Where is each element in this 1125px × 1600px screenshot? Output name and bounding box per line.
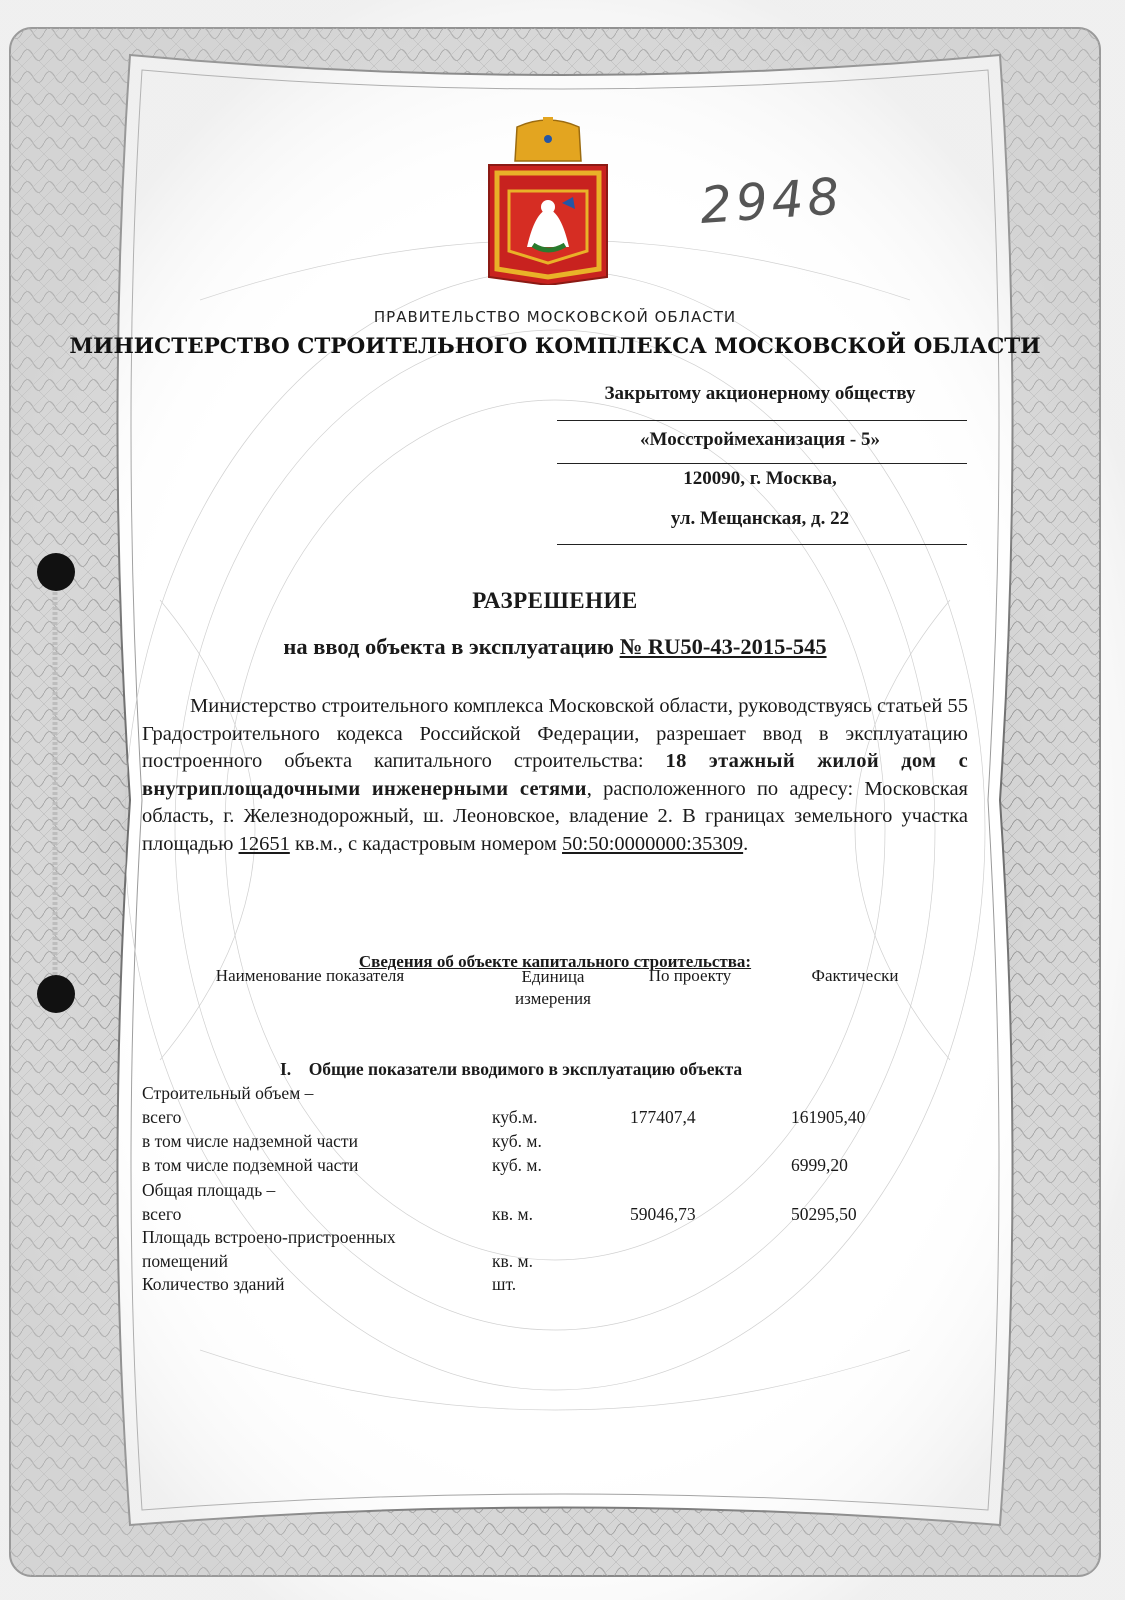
section-1-number: I. [280, 1059, 292, 1079]
section-1-title: Общие показатели вводимого в эксплуатацию объекта [308, 1059, 743, 1079]
row-name: помещений [142, 1251, 228, 1271]
table-row [142, 1131, 942, 1155]
row-name: Площадь встроено-пристроенных [142, 1227, 396, 1247]
binding-hole-top [37, 553, 75, 591]
handwritten-number: 2948 [698, 167, 846, 235]
row-unit: куб. м. [492, 1155, 542, 1175]
ministry-header: МИНИСТЕРСТВО СТРОИТЕЛЬНОГО КОМПЛЕКСА МОСКОВСКОЙ ОБЛАСТИ [69, 334, 1041, 359]
row-project: 177407,4 [630, 1107, 696, 1127]
row-name: Общая площадь – [142, 1180, 276, 1200]
table-row [142, 1251, 942, 1275]
row-name: Количество зданий [142, 1274, 285, 1294]
table-row [142, 1204, 942, 1228]
body-text-part4: . [743, 832, 749, 855]
permit-body [142, 693, 968, 858]
government-header: ПРАВИТЕЛЬСТВО МОСКОВСКОЙ ОБЛАСТИ [373, 308, 737, 326]
row-name: всего [142, 1107, 182, 1127]
row-unit: куб.м. [492, 1107, 538, 1127]
object-name: 18 этажный жилой дом с внутриплощадочными инженерными сетями [142, 750, 968, 800]
row-name: в том числе подземной части [142, 1155, 359, 1175]
addressee-rule [557, 420, 967, 421]
header-unit: Единица измерения [515, 967, 591, 1008]
table-row [142, 1180, 942, 1204]
row-project: 59046,73 [630, 1204, 696, 1224]
row-name: всего [142, 1204, 182, 1224]
row-name: Строительный объем – [142, 1083, 314, 1103]
addressee-rule [557, 544, 967, 545]
document-title: РАЗРЕШЕНИЕ [472, 588, 638, 613]
land-area: 12651 [238, 832, 290, 855]
addressee-line3: 120090, г. Москва, [683, 468, 837, 489]
header-project: По проекту [648, 966, 732, 985]
row-unit: куб. м. [492, 1131, 542, 1151]
body-text-part1: Министерство строительного комплекса Московской области, руководствуясь статьей 55 Градостроительного кодекса Российской Федерации, разрешает ввод в эксплуатацию построенного объекта капитального строительства: [142, 695, 968, 772]
header-name: Наименование показателя [215, 966, 405, 985]
body-text-part2: , расположенного по адресу: Московская область, г. Железнодорожный, ш. Леоновское, владение 2. В границах земельного участка площадью [142, 777, 968, 855]
permit-number: № RU50-43-2015-545 [619, 634, 827, 659]
document-subtitle [0, 634, 1110, 660]
row-name: в том числе надземной части [142, 1131, 358, 1151]
table-row [142, 1227, 942, 1251]
body-text-part3: кв.м., с кадастровым номером [289, 832, 563, 855]
header-actual: Фактически [811, 966, 899, 985]
row-unit: шт. [492, 1274, 517, 1294]
cadastral-number: 50:50:0000000:35309 [562, 832, 744, 855]
addressee-line2: «Мосстроймеханизация - 5» [640, 429, 880, 450]
row-actual: 161905,40 [791, 1107, 866, 1127]
addressee-line1: Закрытому акционерному обществу [604, 383, 916, 404]
coat-of-arms-icon [487, 117, 609, 285]
row-actual: 50295,50 [791, 1204, 857, 1224]
table-row [142, 1107, 942, 1131]
addressee-line4: ул. Мещанская, д. 22 [670, 508, 850, 529]
section-title: Сведения об объекте капитального строительства: [358, 952, 752, 971]
subtitle-prefix: на ввод объекта в эксплуатацию [283, 634, 614, 659]
table-row [142, 1155, 942, 1179]
section-1-heading [280, 1059, 742, 1080]
addressee-rule [557, 463, 967, 464]
table-row [142, 1083, 942, 1107]
row-unit: кв. м. [492, 1204, 533, 1224]
binding-hole-bottom [37, 975, 75, 1013]
row-unit: кв. м. [492, 1251, 533, 1271]
table-row [142, 1274, 942, 1298]
row-actual: 6999,20 [791, 1155, 848, 1175]
